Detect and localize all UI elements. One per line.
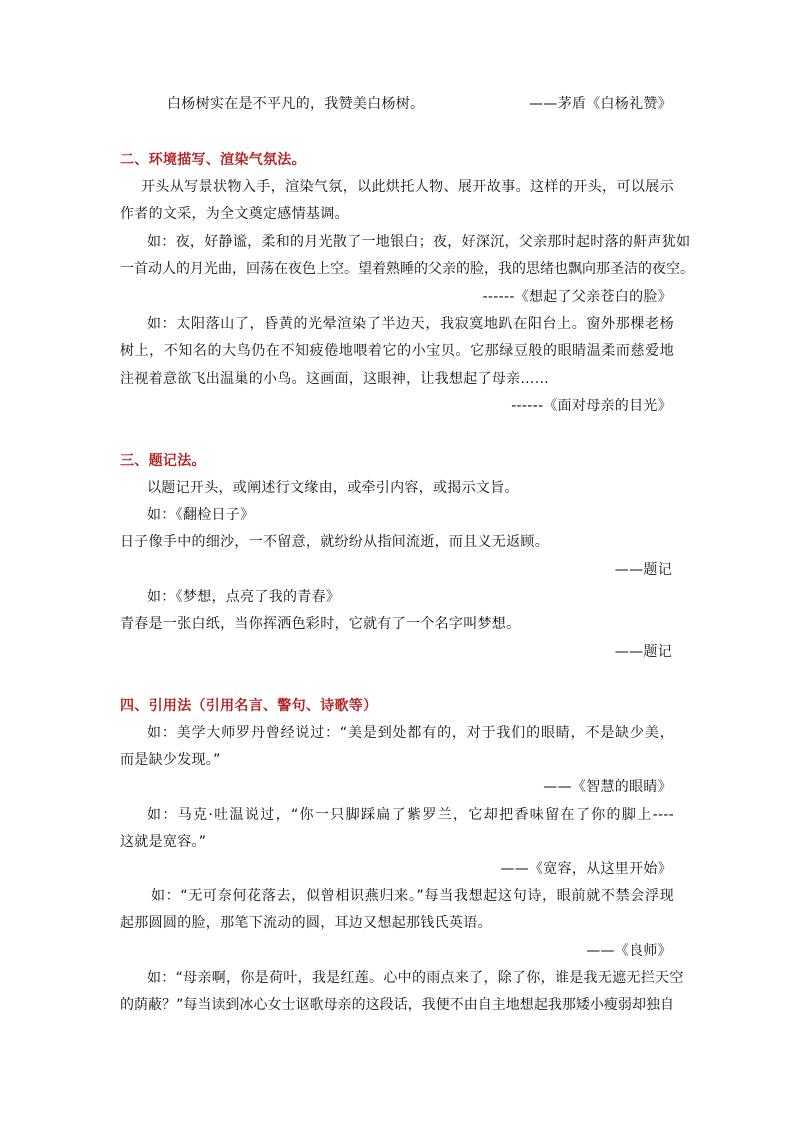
example-line: 青春是一张白纸，当你挥洒色彩时，它就有了一个名字叫梦想。 xyxy=(120,616,521,632)
paragraph-line: 开头从写景状物入手，渲染气氛，以此烘托人物、展开故事。这样的开头，可以展示 xyxy=(141,179,674,195)
example-line: 而是缺少发现。” xyxy=(120,752,221,768)
example-line: 如：太阳落山了，昏黄的光晕渲染了半边天，我寂寞地趴在阳台上。窗外那棵老杨 xyxy=(147,316,674,332)
example-source: ------《面对母亲的目光》 xyxy=(511,398,672,414)
example-title: 如：《梦想，点亮了我的青春》 xyxy=(147,589,341,605)
example-line: 日子像手中的细沙，一不留意，就纷纷从指间流逝，而且义无返顾。 xyxy=(120,534,549,550)
example-source: ——题记 xyxy=(614,644,672,660)
example-line: 注视着意欲飞出温巢的小鸟。这画面，这眼神，让我想起了母亲…… xyxy=(120,371,549,387)
example-source: ------《想起了父亲苍白的脸》 xyxy=(482,289,672,305)
example-line: 如：夜，好静谧，柔和的月光散了一地银白；夜，好深沉，父亲那时起时落的鼾声犹如 xyxy=(147,234,691,250)
example-source: ——题记 xyxy=(614,562,672,578)
paragraph-line: 作者的文采，为全文奠定感情基调。 xyxy=(120,206,349,222)
example-line: 如：马克·吐温说过，“你一只脚踩扁了紫罗兰，它却把香味留在了你的脚上---- xyxy=(147,807,674,823)
example-line: 这就是宽容。” xyxy=(120,834,207,850)
example-line: 如：美学大师罗丹曾经说过：“美是到处都有的，对于我们的眼睛，不是缺少美， xyxy=(147,725,674,741)
example-source: ——《宽容，从这里开始》 xyxy=(500,861,672,877)
section-heading-3: 三、题记法。 xyxy=(120,453,206,469)
section-heading-4: 四、引用法（引用名言、警句、诗歌等） xyxy=(120,698,378,714)
example-line: 树上，不知名的大鸟仍在不知疲倦地喂着它的小宝贝。它那绿豆般的眼睛温柔而慈爱地 xyxy=(120,343,674,359)
example-source: ——《智慧的眼睛》 xyxy=(543,779,672,795)
example-line: 如：“无可奈何花落去，似曾相识燕归来。”每当我想起这句诗，眼前就不禁会浮现 xyxy=(151,888,674,904)
example-source: ——《良师》 xyxy=(586,943,672,959)
quote-line: 白杨树实在是不平凡的，我赞美白杨树。 xyxy=(167,96,425,112)
example-line: 一首动人的月光曲，回荡在夜色上空。望着熟睡的父亲的脸，我的思绪也飘向那圣洁的夜空。 xyxy=(120,261,694,277)
paragraph-line: 以题记开头，或阐述行文缘由，或牵引内容，或揭示文旨。 xyxy=(147,480,519,496)
example-line: 起那圆圆的脸，那笔下流动的圆，耳边又想起那钱氏英语。 xyxy=(120,915,492,931)
example-title: 如：《翻检日子》 xyxy=(147,507,255,523)
quote-source: ——茅盾《白杨礼赞》 xyxy=(529,96,672,112)
example-line: 的荫蔽？”每当读到冰心女士讴歌母亲的这段话，我便不由自主地想起我那矮小瘦弱却独自 xyxy=(120,997,674,1013)
section-heading-2: 二、环境描写、渲染气氛法。 xyxy=(120,152,306,168)
example-line: 如：“母亲啊，你是荷叶，我是红莲。心中的雨点来了，除了你，谁是我无遮无拦天空 xyxy=(147,970,684,986)
